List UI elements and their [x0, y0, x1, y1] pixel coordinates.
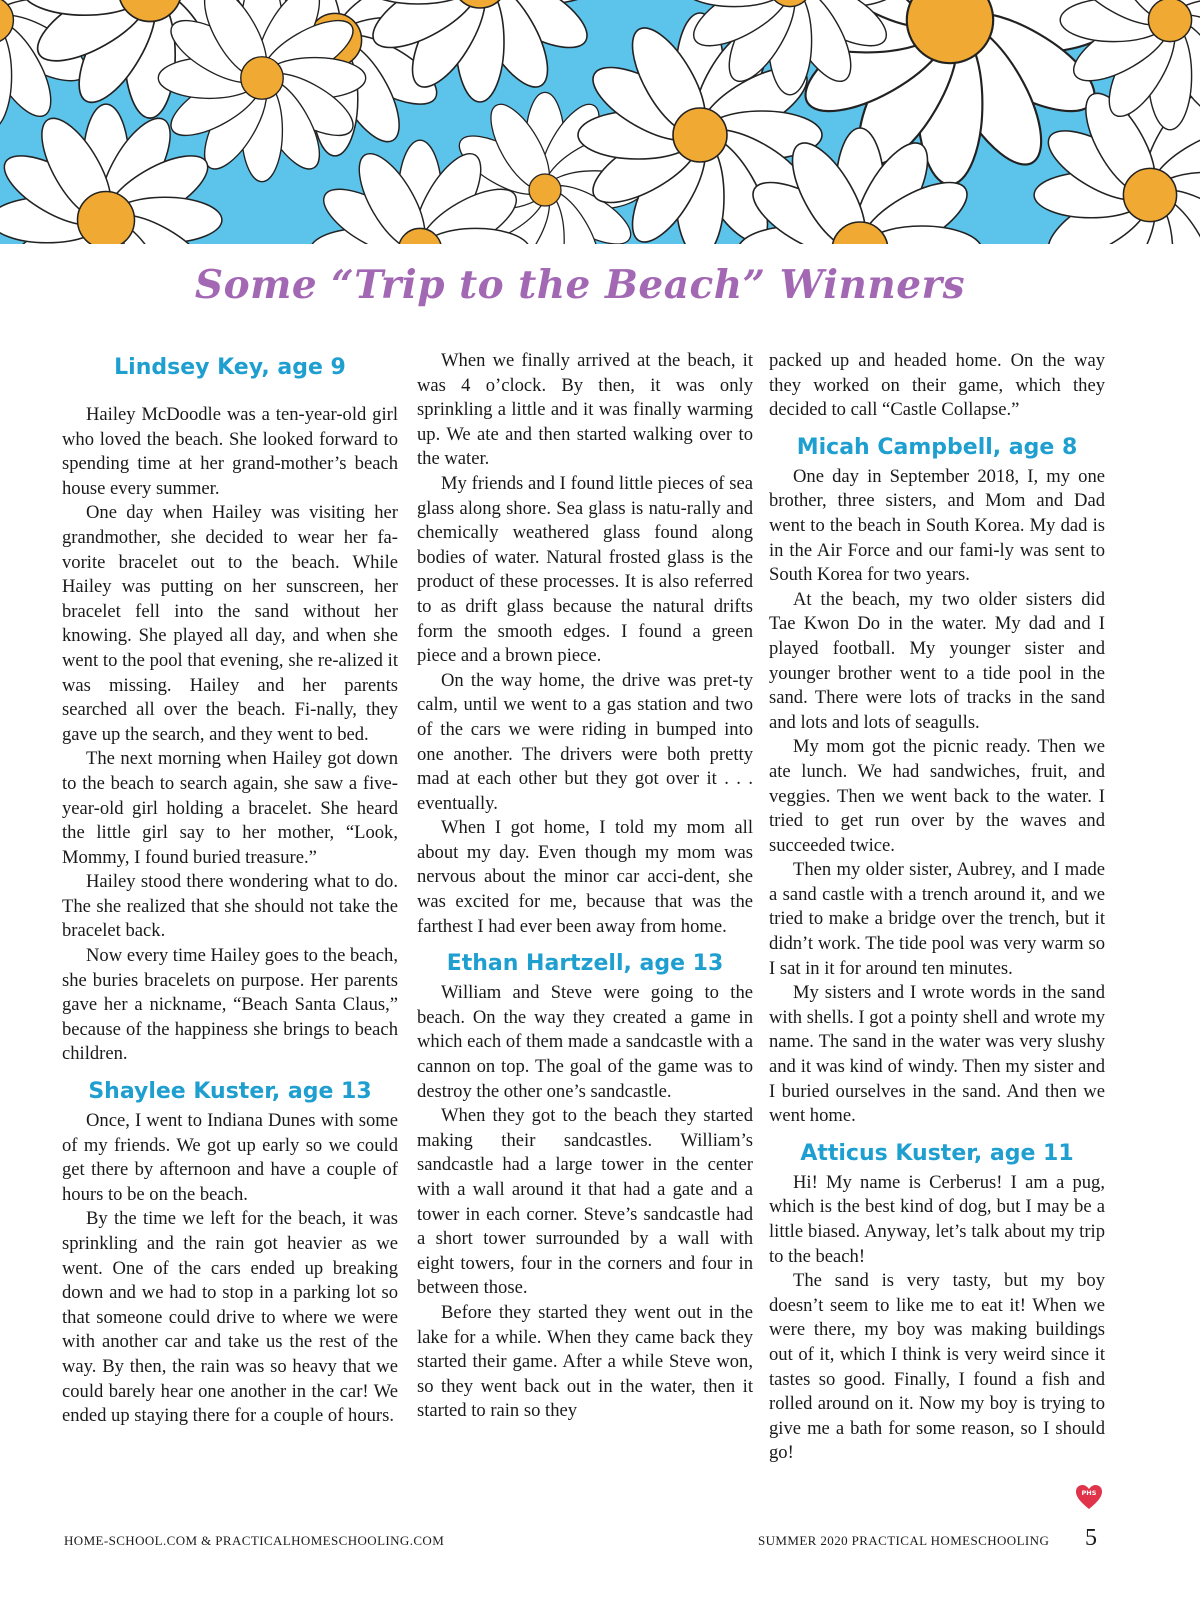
- paragraph: The next morning when Hailey got down to the beach to search again, she saw a five-year-old girl holding a bracelet. She heard the little girl say to her mother, “Look, Mommy, I found buried treasure.”: [62, 748, 398, 868]
- paragraph: William and Steve were going to the beach. On the way they created a game in which each of them made a sandcastle with a cannon on top. The goal of the game was to destroy the other one’s sandcastle.: [417, 982, 753, 1102]
- paragraph: Then my older sister, Aubrey, and I made a sand castle with a trench around it, and we tried to make a bridge over the trench, but it didn’t work. The tide pool was very warm so I sat in it for around ten minutes.: [769, 859, 1105, 979]
- paragraph: My friends and I found little pieces of sea glass along shore. Sea glass is natu-rally and chemically weathered glass found along bodies of water. Natural frosted glass is the product of these processes. It is also referred to as drift glass because the natural drifts form the smooth edges. I found a green piece and a brown piece.: [417, 472, 753, 667]
- paragraph: My sisters and I wrote words in the sand with shells. I got a pointy shell and wrote my name. The sand in the water was very slushy and it was kind of windy. Then my sister and I buried ourselves in the sand. And then we went home.: [769, 982, 1105, 1127]
- paragraph: packed up and headed home. On the way they worked on their game, which they decided to call “Castle Collapse.”: [769, 350, 1105, 421]
- end-mark-text: PHS: [1081, 1489, 1097, 1497]
- column-2: [417, 349, 753, 1424]
- paragraph: Hi! My name is Cerberus! I am a pug, which is the best kind of dog, but I may be a little biased. Anyway, let’s talk about my trip to the beach!: [769, 1171, 1105, 1267]
- paragraph: Before they started they went out in the lake for a while. When they came back they started their game. After a while Steve won, so they went back out in the water, then it started to rain so they: [417, 1301, 753, 1422]
- paragraph: Once, I went to Indiana Dunes with some of my friends. We got up early so we could get there by afternoon and have a couple of hours to be on the beach.: [62, 1110, 398, 1205]
- paragraph: By the time we left for the beach, it was sprinkling and the rain got heavier as we went. One of the cars ended up breaking down and we had to stop in a parking lot so that someone could drive to where we were with another car and take us the rest of the way. By then, the rain was so heavy that we could barely hear one another in the car! We ended up staying there for a couple of hours.: [62, 1208, 398, 1427]
- paragraph: At the beach, my two older sisters did Tae Kwon Do in the water. My dad and I played football. My younger sister and younger brother went to a tide pool in the sand. There were lots of tracks in the sand and lots and lots of seagulls.: [769, 588, 1105, 733]
- entry-heading-ethan: Ethan Hartzell, age 13: [446, 951, 724, 977]
- paragraph: Hailey stood there wondering what to do. The she realized that she should not take the bracelet back.: [62, 871, 398, 942]
- entry-heading-atticus: Atticus Kuster, age 11: [800, 1140, 1074, 1166]
- paragraph: When we finally arrived at the beach, it was 4 o’clock. By then, it was only sprinkling a little and it was finally warming up. We ate and then started walking over to the water.: [417, 350, 753, 470]
- heart-icon: [1075, 1484, 1103, 1510]
- footer-website: HOME-SCHOOL.COM & PRACTICALHOMESCHOOLING.COM: [64, 1533, 445, 1548]
- paragraph: One day in September 2018, I, my one brother, three sisters, and Mom and Dad went to the beach in South Korea. My dad is in the Air Force and our fami-ly was sent to South Korea for two years.: [769, 465, 1105, 586]
- footer-issue: SUMMER 2020 PRACTICAL HOMESCHOOLING: [758, 1533, 1050, 1548]
- paragraph: Hailey McDoodle was a ten-year-old girl who loved the beach. She looked forward to spending time at her grand-mother’s beach house every summer.: [62, 404, 398, 499]
- page-title: Some “Trip to the Beach” Winners: [194, 262, 966, 308]
- paragraph: One day when Hailey was visiting her grandmother, she decided to wear her fa-vorite bracelet out to the beach. While Hailey was putting on her sunscreen, her bracelet fell into the sand without her knowing. She played all day, and when she went to the pool that evening, she re-alized it was missing. Hailey and her parents searched all over the beach. Fi-nally, they gave up the search, and they went to bed.: [62, 502, 398, 745]
- paragraph: On the way home, the drive was pret-ty calm, until we went to a gas station and two of the cars we were riding in bumped into one another. The drivers were both pretty mad at each other but they got over it . . . eventually.: [417, 669, 753, 814]
- entry-heading-shaylee: Shaylee Kuster, age 13: [88, 1079, 372, 1105]
- entry-heading-lindsey: Lindsey Key, age 9: [114, 355, 346, 380]
- column-1: [62, 349, 398, 1429]
- entry-heading-micah: Micah Campbell, age 8: [796, 434, 1078, 460]
- paragraph: When I got home, I told my mom all about my day. Even though my mom was nervous about the minor car acci-dent, she was excited for me, because that was the farthest I had ever been away from home.: [417, 817, 753, 937]
- paragraph: When they got to the beach they started making their sandcastles. William’s sandcastle had a large tower in the center with a wall around it that had a gate and a tower in each corner. Steve’s sandcastle had a short tower surrounded by a wall with eight towers, four in the corners and four in between those.: [417, 1105, 753, 1299]
- page-number: 5: [1085, 1525, 1097, 1551]
- paragraph: Now every time Hailey goes to the beach, she buries bracelets on purpose. Her parents gave her a nickname, “Beach Santa Claus,” because of the happiness she brings to beach children.: [62, 945, 398, 1065]
- daisy-banner: [0, 0, 1200, 244]
- column-3: [769, 349, 1105, 1466]
- paragraph: The sand is very tasty, but my boy doesn’t seem to like me to eat it! When we were there, my boy was making buildings out of it, which I think is very weird since it tastes so good. Finally, I found a fish and rolled around on it. Now my boy is trying to give me a bath for some reason, so I should go!: [769, 1270, 1105, 1464]
- paragraph: My mom got the picnic ready. Then we ate lunch. We had sandwiches, fruit, and veggies. Then we went back to the water. I tried to get run over by the waves and succeeded twice.: [769, 736, 1105, 856]
